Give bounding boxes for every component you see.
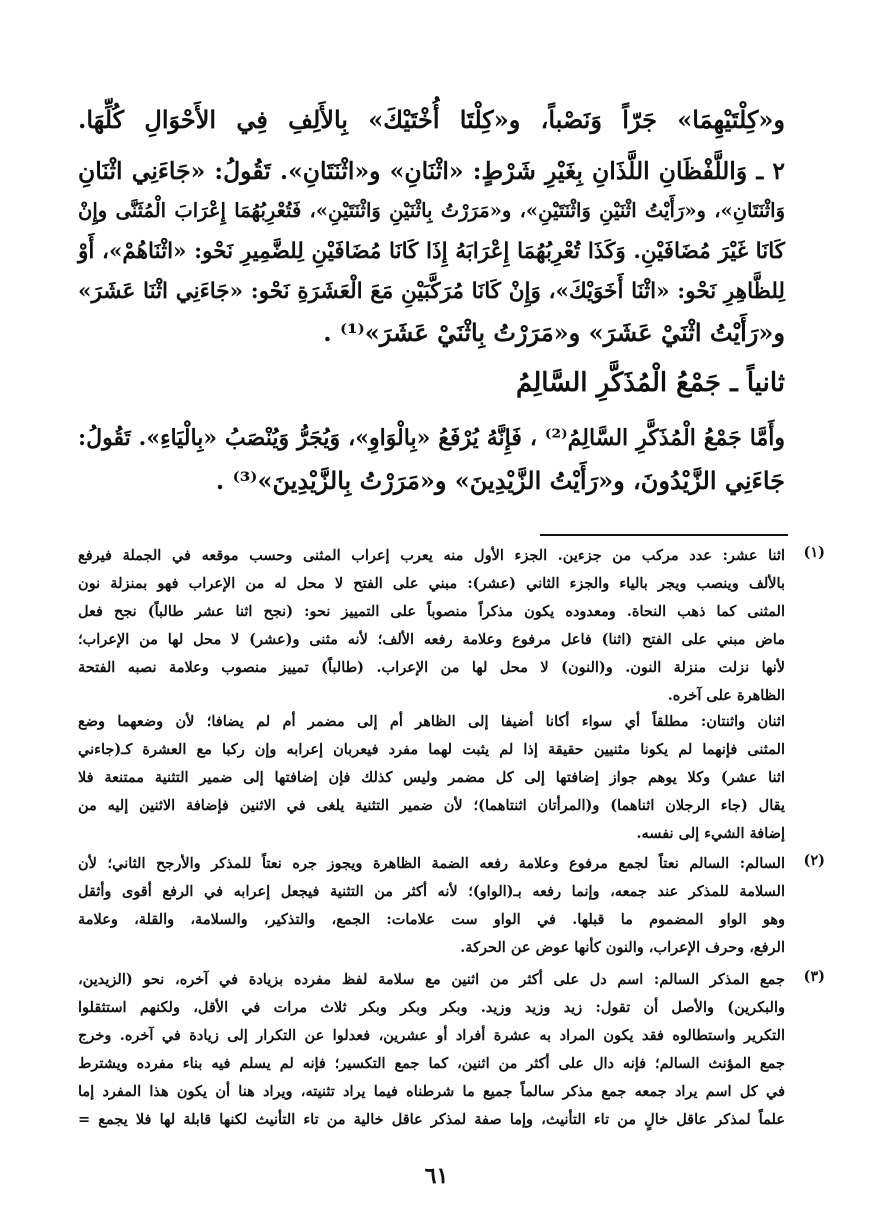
body-line-2: ٢ ـ وَاللَّفْظَانِ اللَّذَانِ بِغَيْرِ شَرْطٍ: «اثْنَانِ» و«اثْنَتَانِ». تَقُولُ: «جَاءَنِي اثْنَانِ bbox=[78, 157, 785, 185]
body-line-1: و«كِلْتَيْهِمَا» جَرّاً وَنَصْباً، و«كِلْتَا أُخْتَيْكَ» بِالأَلِفِ فِي الأَحْوَالِ كُلِّهَا. bbox=[78, 105, 785, 134]
body-line-8: جَاءَنِي الزَّيْدُونَ، و«رَأَيْتُ الزَّيْدِينَ» و«مَرَرْتُ بِالزَّيْدِينَ»⁽³⁾ . bbox=[215, 466, 785, 495]
body-line-5: لِلظَّاهِرِ نَحْو: «اثْنَا أَخَوَيْكَ»، وَإِنْ كَانَا مُرَكَّبَيْنِ مَعَ الْعَشَرَةِ نَحْو: «جَاءَنِي اثْنَا عَشَرَ» bbox=[78, 279, 785, 304]
footnote-separator bbox=[540, 534, 788, 536]
page-number: ٦١ bbox=[424, 1163, 449, 1189]
footnote-line: السالم: السالم نعتاً لجمع مرفوع وعلامة رفعه الضمة الظاهرة ويجوز جره نعتاً للمذكر والأرجح الثاني؛ لأن bbox=[78, 855, 785, 872]
footnote-line: وهو الواو المضموم ما قبلها. في الواو ست علامات: الجمع، والتذكير، والسلامة، والقلة، وعلامة bbox=[78, 911, 785, 928]
footnote-1 bbox=[78, 546, 785, 842]
footnote-2 bbox=[78, 854, 785, 966]
body-line-7: وأَمَّا جَمْعُ الْمُذَكَّرِ السَّالِمُ⁽²⁾ ، فَإِنَّهُ يُرْفَعُ «بِالْوَاوِ»، وَيُجَرُّ وَيُنْصَبُ «بِالْيَاءِ». تَقُولُ: bbox=[78, 425, 785, 451]
footnote-line: المثنى كما ذهب النحاة. ومعدوده يكون مذكراً منصوباً على التمييز نحو: (نجح اثنا عشر طالباً) نجح فعل bbox=[78, 603, 785, 620]
footnote-line: اثنا عشر: عدد مركب من جزءين. الجزء الأول منه يعرب إعراب المثنى وحسب موقعه في الجملة فيرفع bbox=[78, 547, 785, 564]
footnote-line: التكرير واستطالوه فقد يكون المراد به عشرة أفراد أو عشرين، فعدلوا عن التكرار إلى زيادة في آخره. وخرج bbox=[78, 1027, 785, 1044]
footnote-line: إضافة الشيء إلى نفسه. bbox=[636, 825, 785, 842]
footnote-line: يقال (جاء الرجلان اثناهما) و(المرأتان اثنتاهما)؛ لأن ضمير التثنية يلغى في الاثنين فإضافة الاثنين إليه من bbox=[78, 797, 785, 814]
footnote-line: ماض مبني على الفتح (اثنا) فاعل مرفوع وعلامة رفعه الألف؛ لأنه مثنى و(عشر) لا محل لها من الإعراب؛ bbox=[78, 631, 785, 648]
footnote-line: المثنى فإنهما لم يكونا مثنيين حقيقة إذا لم يثبت لهما مفرد فيعربان إعرابه وإن ركبا مع العشرة كـ(جاءني bbox=[78, 741, 785, 758]
footnote-line: بالألف وينصب ويجر بالياء والجزء الثاني (عشر): مبني على الفتح لا محل له من الإعراب فهو بمنزلة نون bbox=[78, 575, 785, 592]
section-heading: ثانياً ـ جَمْعُ الْمُذَكَّرِ السَّالِمُ bbox=[516, 368, 785, 398]
body-line-6: و«رَأَيْتُ اثْنَيْ عَشَرَ» و«مَرَرْتُ بِاثْنَيْ عَشَرَ»⁽¹⁾ . bbox=[323, 318, 785, 347]
footnote-line: السلامة للمذكر عند جمعه، وإنما رفعه بـ(الواو)؛ لأنه أكثر من التثنية فيجعل إعرابه في الرفع أقوى وأثقل bbox=[78, 883, 785, 900]
footnote-number: (٢) bbox=[803, 852, 825, 869]
footnote-number: (١) bbox=[803, 544, 825, 561]
footnote-number: (٣) bbox=[803, 968, 825, 985]
footnote-line: جمع المذكر السالم: اسم دل على أكثر من اثنين مع سلامة لفظ مفرده بزيادة في آخره، نحو (الزيدين، bbox=[78, 971, 785, 988]
footnote-line: والبكرين) والأصل أن تقول: زيد وزيد وزيد. وبكر وبكر وبكر ثلاث مرات في الأقل، ولكنهم استثقلوا bbox=[78, 999, 785, 1016]
footnote-line: اثنان واثنتان: مطلقاً أي سواء أكانا أضيفا إلى الظاهر أم إلى مضمر أم لم يضافا؛ لأن وضعهما وضع bbox=[78, 713, 785, 730]
body-line-4: كَانَا غَيْرَ مُضَافَيْنِ. وَكَذَا تُعْرِبُهُمَا إِعْرَابَهُ إِذَا كَانَا مُضَافَيْنِ لِلضَّمِيرِ نَحْو: «اثْنَاهُمْ»، أَوْ bbox=[78, 239, 785, 264]
footnote-line: الرفع، وحرف الإعراب، والنون كأنها عوض عن الحركة. bbox=[460, 939, 785, 956]
footnote-line: علماً لمذكر عاقل خالٍ من تاء التأنيث، وإما صفة لمذكر عاقل خالية من تاء التأنيث لكنها قابلة لها فلا يجمع = bbox=[78, 1111, 785, 1128]
body-line-3: وَاثْنَتَانِ»، و«رَأَيْتُ اثْنَيْنِ وَاثْنَتَيْنِ»، و«مَرَرْتُ بِاثْنَيْنِ وَاثْنَتَيْنِ»، فَتُعْرِبُهُمَا إِعْرَابَ الْمُثَنَّى وإِنْ bbox=[78, 199, 785, 222]
footnote-line: الظاهرة على آخره. bbox=[667, 687, 785, 704]
footnote-line: في كل اسم يراد جمعه جمع مذكر سالماً جميع ما شرطناه فيما يراد تثنيته، ويراد هنا أن يكون هذا المفرد إما bbox=[78, 1083, 785, 1100]
footnote-3 bbox=[78, 970, 785, 1140]
footnote-line: جمع المؤنث السالم؛ فإنه دال على أكثر من اثنين، كما جمع التكسير؛ فإنه لم يسلم فيه بناء مفرده ويشترط bbox=[78, 1055, 785, 1072]
footnote-line: اثنا عشر) وكلا يوهم جواز إضافتها إلى كل مضمر وليس كذلك فإن إضافتها إلى ضمير التثنية ممتنعة فلا bbox=[78, 769, 785, 786]
footnote-line: لأنها نزلت منزلة النون. و(النون) لا محل لها من الإعراب. (طالباً) تمييز منصوب وعلامة نصبه الفتحة bbox=[78, 659, 785, 676]
